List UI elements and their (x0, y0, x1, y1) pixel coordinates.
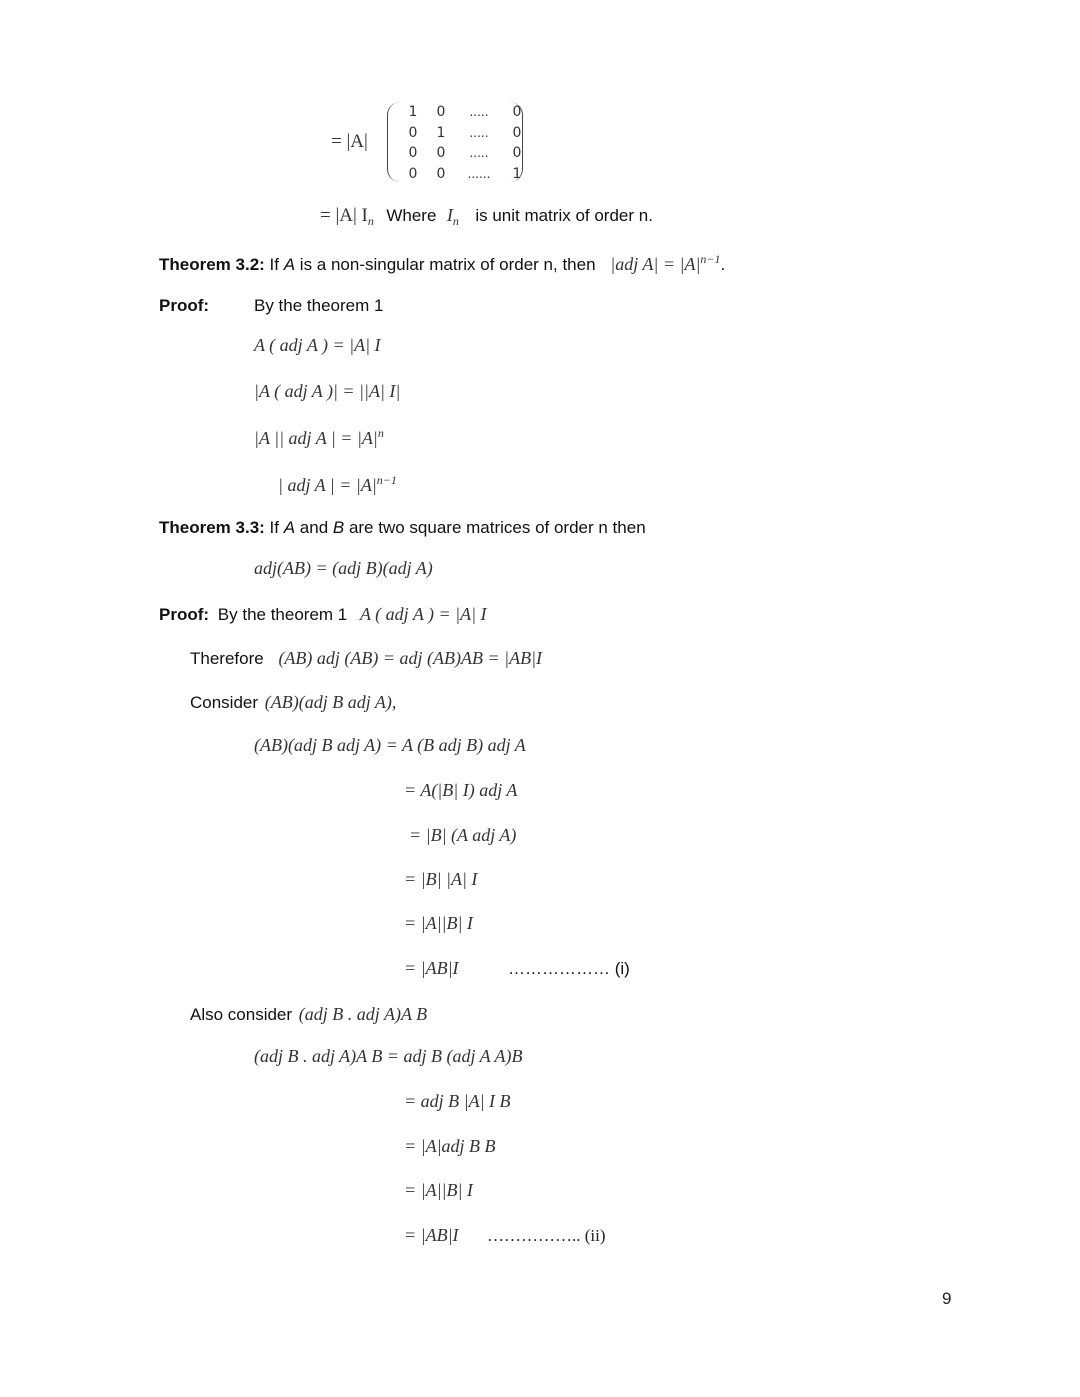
derivation-step: = |AB|I (404, 958, 459, 978)
right-parenthesis (510, 102, 523, 182)
matrix-prefix: = |A| (331, 131, 368, 152)
equation-ref-ii: …………….. (ii) (487, 1226, 606, 1245)
therefore-label: Therefore (190, 649, 264, 668)
also-consider-label: Also consider (190, 1005, 293, 1024)
theorem-label: Theorem 3.2: (159, 255, 265, 274)
identity-sub: n (452, 214, 459, 228)
var-b: B (332, 518, 345, 537)
matrix-cell: 0 (408, 145, 418, 161)
theorem-formula: adj(AB) = (adj B)(adj A) (254, 558, 433, 578)
proof-2-line (159, 604, 487, 625)
also-consider-formula: (adj B . adj A)A B (298, 1004, 428, 1024)
proof-label: Proof: (159, 605, 210, 624)
equation-ref-i: ……………… (i) (508, 959, 630, 978)
matrix-cell: 0 (512, 124, 522, 141)
period: . (720, 255, 726, 274)
derivation-step: = |A||B| I (404, 913, 473, 933)
matrix-cell: 0 (408, 124, 418, 141)
matrix-cell: 1 (408, 104, 418, 120)
matrix-cell: ..... (469, 146, 489, 160)
proof-label: Proof: (159, 296, 210, 315)
unit-matrix-desc: is unit matrix of order n. (475, 206, 653, 225)
also-consider-line (190, 1004, 427, 1025)
var-a: A (283, 518, 296, 537)
matrix-cell: ..... (469, 105, 489, 119)
theorem-text: are two square matrices of order n then (344, 518, 646, 537)
proof-step: |A || adj A | = $|A|^n$ (254, 426, 384, 448)
proof-step: |A ( adj A )| = ||A| I| (254, 381, 401, 401)
therefore-line (190, 648, 542, 669)
matrix-cell: 0 (408, 165, 418, 182)
proof-step: A ( adj A ) = |A| I (254, 335, 381, 355)
matrix-cell: 0 (436, 104, 446, 120)
theorem-formula: |adj A| = |A| (610, 254, 701, 274)
matrix-cell: 0 (436, 165, 446, 182)
where-text: Where (386, 206, 437, 225)
matrix-cell: 1 (436, 124, 446, 141)
proof-text: By the theorem 1 (217, 605, 348, 624)
theorem-text: and (295, 518, 333, 537)
matrix-cell: ...... (467, 166, 491, 181)
matrix-cell: 0 (512, 145, 522, 161)
derivation-step: = |AB|I (404, 1225, 459, 1245)
derivation-step: = |B| (A adj A) (409, 825, 517, 845)
theorem-label: Theorem 3.3: (159, 518, 265, 537)
proof-formula: A ( adj A ) = |A| I (359, 604, 487, 624)
identity-symbol: I (446, 205, 453, 225)
matrix-cell: 0 (512, 104, 522, 120)
unit-eq: = |A| I (320, 205, 368, 226)
proof-step: | adj A | = $|A|^{n-1}$ (278, 473, 397, 495)
derivation-step: (adj B . adj A)A B = adj B (adj A A)B (254, 1046, 523, 1066)
derivation-step: = |B| |A| I (404, 869, 478, 889)
derivation-step: = |A||B| I (404, 1180, 473, 1200)
unit-eq-sub: n (367, 214, 374, 228)
theorem-text: is a non-singular matrix of order n, then (295, 255, 596, 274)
therefore-formula: (AB) adj (AB) = adj (AB)AB = |AB|I (278, 648, 543, 668)
theorem-text: If (269, 255, 284, 274)
proof-text: By the theorem 1 (254, 296, 384, 315)
derivation-step: = A(|B| I) adj A (404, 780, 518, 800)
identity-matrix (387, 102, 523, 184)
derivation-step: (AB)(adj B adj A) = A (B adj B) adj A (254, 735, 526, 755)
var-a: A (283, 255, 296, 274)
theorem-text: If (269, 518, 284, 537)
page-number: 9 (942, 1289, 952, 1308)
derivation-step: = |A|adj B B (404, 1136, 496, 1156)
matrix-cell: ..... (469, 125, 489, 140)
consider-label: Consider (190, 693, 259, 712)
unit-matrix-line (320, 205, 653, 229)
theorem-3-2 (159, 252, 725, 275)
theorem-3-3 (159, 518, 646, 538)
consider-line (190, 692, 396, 713)
matrix-cell: 0 (436, 145, 446, 161)
theorem-exponent: n−1 (700, 252, 721, 266)
consider-formula: (AB)(adj B adj A), (264, 692, 397, 712)
matrix-cell: 1 (512, 165, 522, 182)
derivation-step: = adj B |A| I B (404, 1091, 511, 1111)
